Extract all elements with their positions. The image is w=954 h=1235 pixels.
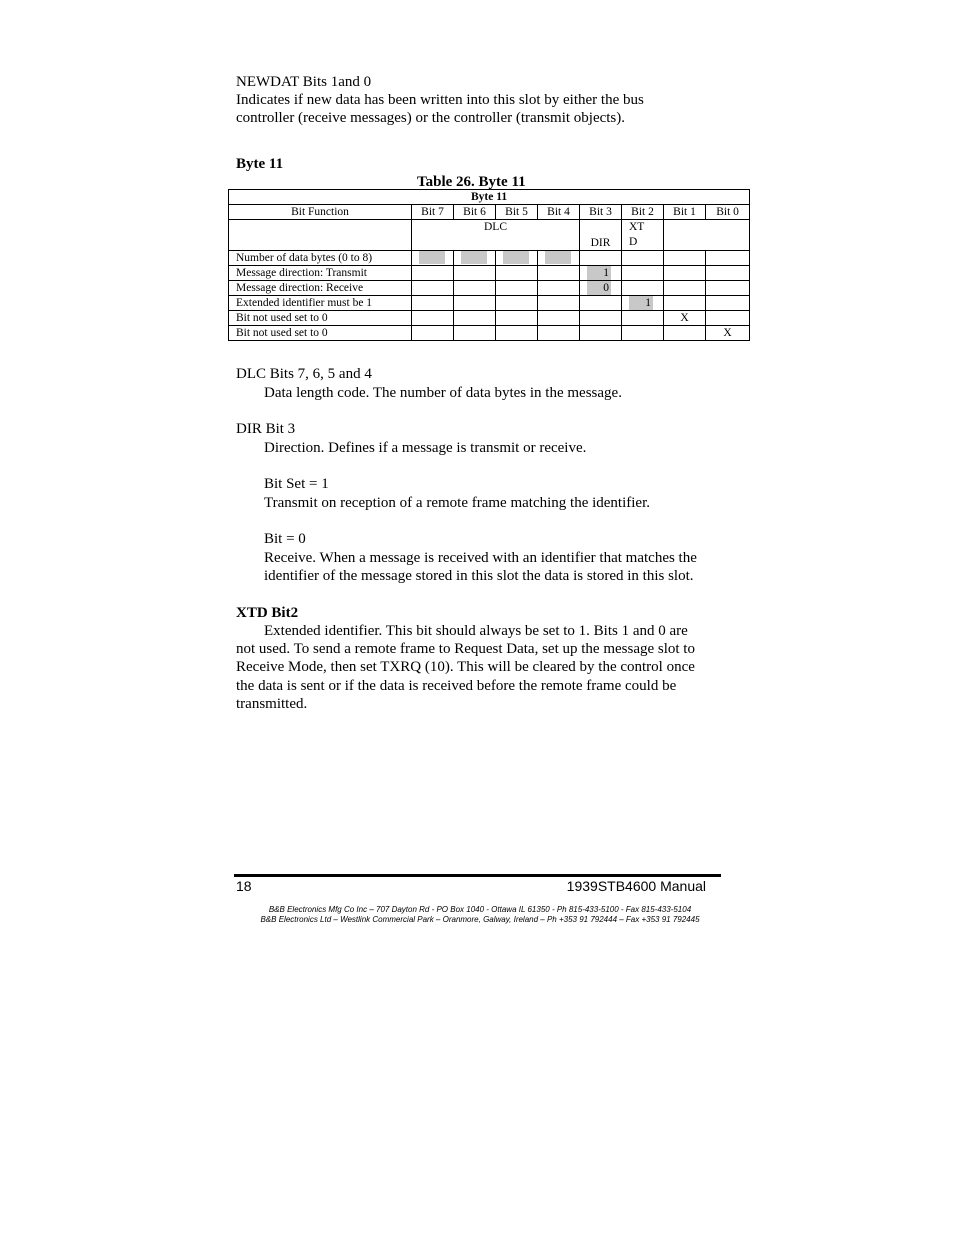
byte11-table xyxy=(228,189,750,341)
row-label: Bit not used set to 0 xyxy=(229,311,412,326)
bit3-value-cell: 0 xyxy=(580,281,622,296)
table-row xyxy=(229,266,750,281)
newdat-desc-line1: Indicates if new data has been written into this slot by either the bus xyxy=(236,92,644,108)
col-bit1: Bit 1 xyxy=(664,205,706,220)
row-label: Bit not used set to 0 xyxy=(229,326,412,341)
col-bit6: Bit 6 xyxy=(454,205,496,220)
xtd-line1: Extended identifier. This bit should always be set to 1. Bits 1 and 0 are xyxy=(264,623,688,639)
footer-rule xyxy=(234,874,721,877)
row-label: Extended identifier must be 1 xyxy=(229,296,412,311)
dir-set-title: Bit Set = 1 xyxy=(264,476,329,492)
col-bit5: Bit 5 xyxy=(496,205,538,220)
newdat-heading: NEWDAT Bits 1and 0 xyxy=(236,74,372,90)
dir-desc: Direction. Defines if a message is transmit or receive. xyxy=(264,440,587,456)
row-label: Number of data bytes (0 to 8) xyxy=(229,251,412,266)
table-group-row xyxy=(229,220,750,251)
dir-clear-line1: Receive. When a message is received with an identifier that matches the xyxy=(264,550,697,566)
col-bit0: Bit 0 xyxy=(706,205,750,220)
dir-set-desc: Transmit on reception of a remote frame matching the identifier. xyxy=(264,495,650,511)
table-column-row xyxy=(229,205,750,220)
xtd-title: XTD Bit2 xyxy=(236,605,299,621)
col-bit4: Bit 4 xyxy=(538,205,580,220)
xtd-line4: the data is sent or if the data is received before the remote frame could be xyxy=(236,678,677,694)
shaded-cell xyxy=(496,251,538,266)
table-row xyxy=(229,281,750,296)
section-title: Byte 11 xyxy=(236,156,284,172)
shaded-cell xyxy=(454,251,496,266)
page-number: 18 xyxy=(236,878,252,894)
col-bit7: Bit 7 xyxy=(412,205,454,220)
manual-title: 1939STB4600 Manual xyxy=(566,878,706,894)
row-label: Message direction: Transmit xyxy=(229,266,412,281)
dir-clear-line2: identifier of the message stored in this slot the data is stored in this slot. xyxy=(264,568,694,584)
table-row xyxy=(229,296,750,311)
table-header: Byte 11 xyxy=(229,190,750,205)
bit2-value-cell: 1 xyxy=(622,296,664,311)
bit1-value-cell: X xyxy=(664,311,706,326)
xtd-line3: Receive Mode, then set TXRQ (10). This will be cleared by the control once xyxy=(236,659,695,675)
table-row xyxy=(229,311,750,326)
col-bit-function: Bit Function xyxy=(229,205,412,220)
footer-address-ie: B&B Electronics Ltd – Westlink Commercial Park – Oranmore, Galway, Ireland – Ph +353 91 792444 – Fax +353 91 792445 xyxy=(260,915,700,924)
bit0-value-cell: X xyxy=(706,326,750,341)
dir-clear-title: Bit = 0 xyxy=(264,531,306,547)
shaded-cell xyxy=(412,251,454,266)
group-dlc: DLC xyxy=(412,220,580,251)
table-row xyxy=(229,251,750,266)
dir-title: DIR Bit 3 xyxy=(236,421,296,437)
row-label: Message direction: Receive xyxy=(229,281,412,296)
footer-address-us: B&B Electronics Mfg Co Inc – 707 Dayton Rd - PO Box 1040 - Ottawa IL 61350 - Ph 815-433-5100 - Fax 815-433-5104 xyxy=(268,905,692,914)
shaded-cell xyxy=(538,251,580,266)
group-dir: DIR xyxy=(580,220,622,251)
col-bit3: Bit 3 xyxy=(580,205,622,220)
group-xtd: XT D xyxy=(622,220,664,251)
table-row xyxy=(229,326,750,341)
newdat-desc-line2: controller (receive messages) or the controller (transmit objects). xyxy=(236,110,626,126)
xtd-line5: transmitted. xyxy=(236,696,308,712)
xtd-line2: not used. To send a remote frame to Request Data, set up the message slot to xyxy=(236,641,695,657)
table-caption: Table 26. Byte 11 xyxy=(417,174,526,190)
dlc-desc: Data length code. The number of data bytes in the message. xyxy=(264,385,622,401)
bit3-value-cell: 1 xyxy=(580,266,622,281)
dlc-title: DLC Bits 7, 6, 5 and 4 xyxy=(236,366,372,382)
col-bit2: Bit 2 xyxy=(622,205,664,220)
